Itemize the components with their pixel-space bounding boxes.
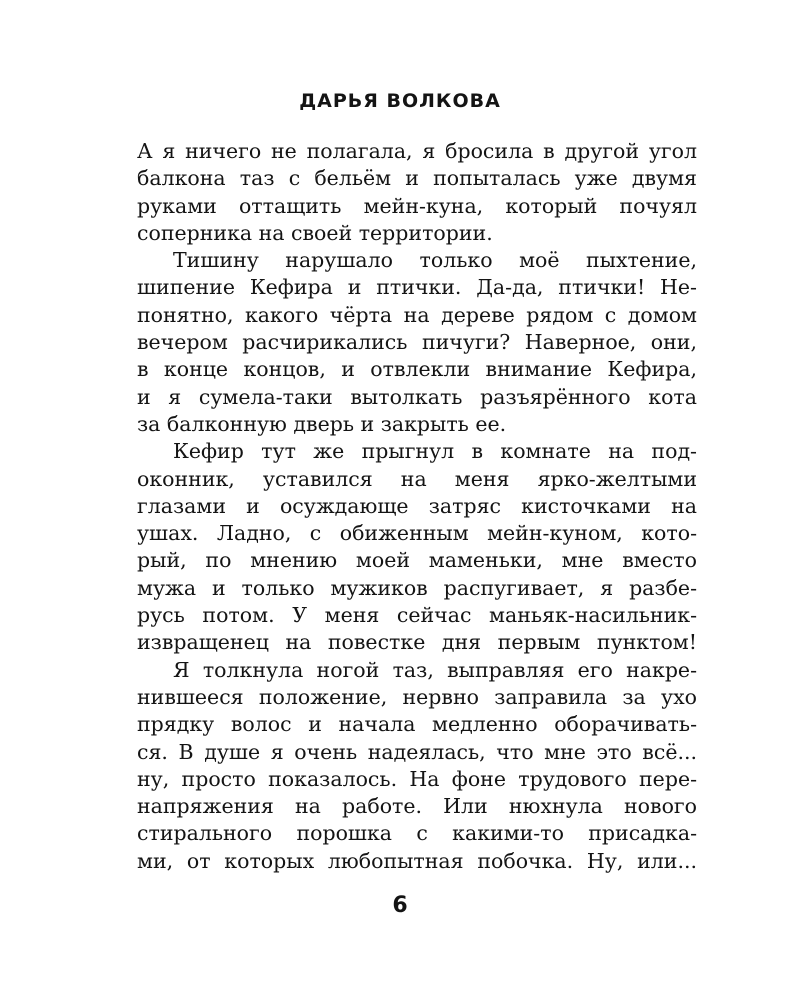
text-line: понятно, какого чёрта на дереве рядом с домом [137, 302, 697, 327]
text-line: извращенец на повестке дня первым пунктом! [137, 630, 697, 655]
text-line: соперника на своей территории. [137, 220, 493, 245]
text-line: ушах. Ладно, с обиженным мейн-куном, кото- [137, 521, 697, 546]
text-line: прядку волос и начала медленно оборачивать- [137, 712, 697, 737]
text-line: Тишину нарушало только моё пыхтение, [173, 248, 697, 273]
text-line: мужа и только мужиков распугивает, я разбе- [137, 575, 697, 600]
text-line: Кефир тут же прыгнул в комнате на под- [173, 439, 697, 464]
body-text [137, 138, 697, 875]
text-line: ну, просто показалось. На фоне трудового пере- [137, 766, 697, 791]
text-line: руками оттащить мейн-куна, который почуял [137, 193, 697, 218]
text-line: балкона таз с бельём и попыталась уже двумя [137, 166, 697, 191]
text-line: за балконную дверь и закрыть ее. [137, 411, 507, 436]
text-line: вечером расчирикались пичуги? Наверное, они, [137, 330, 697, 355]
text-line: нившееся положение, нервно заправила за ухо [137, 684, 697, 709]
text-line: напряжения на работе. Или нюхнула нового [137, 794, 697, 819]
text-line: оконник, уставился на меня ярко-желтыми [137, 466, 697, 491]
text-line: в конце концов, и отвлекли внимание Кефира, [137, 357, 697, 382]
text-line: стирального порошка с какими-то присадка- [137, 821, 697, 846]
text-line: рый, по мнению моей маменьки, мне вместо [137, 548, 697, 573]
text-line: глазами и осуждающе затряс кисточками на [137, 493, 697, 518]
text-line: А я ничего не полагала, я бросила в другой угол [137, 139, 697, 163]
running-head-author: ДАРЬЯ ВОЛКОВА [299, 90, 501, 112]
page-number: 6 [392, 893, 408, 918]
text-line: ся. В душе я очень надеялась, что мне это всё... [137, 739, 697, 764]
text-line: Я толкнула ногой таз, выправляя его накре- [173, 657, 697, 682]
text-line: русь потом. У меня сейчас маньяк-насильник- [137, 603, 697, 628]
text-line: ми, от которых любопытная побочка. Ну, или... [137, 848, 697, 873]
text-line: шипение Кефира и птички. Да-да, птички! Не- [137, 275, 697, 300]
text-line: и я сумела-таки вытолкать разъярённого кота [137, 384, 697, 409]
